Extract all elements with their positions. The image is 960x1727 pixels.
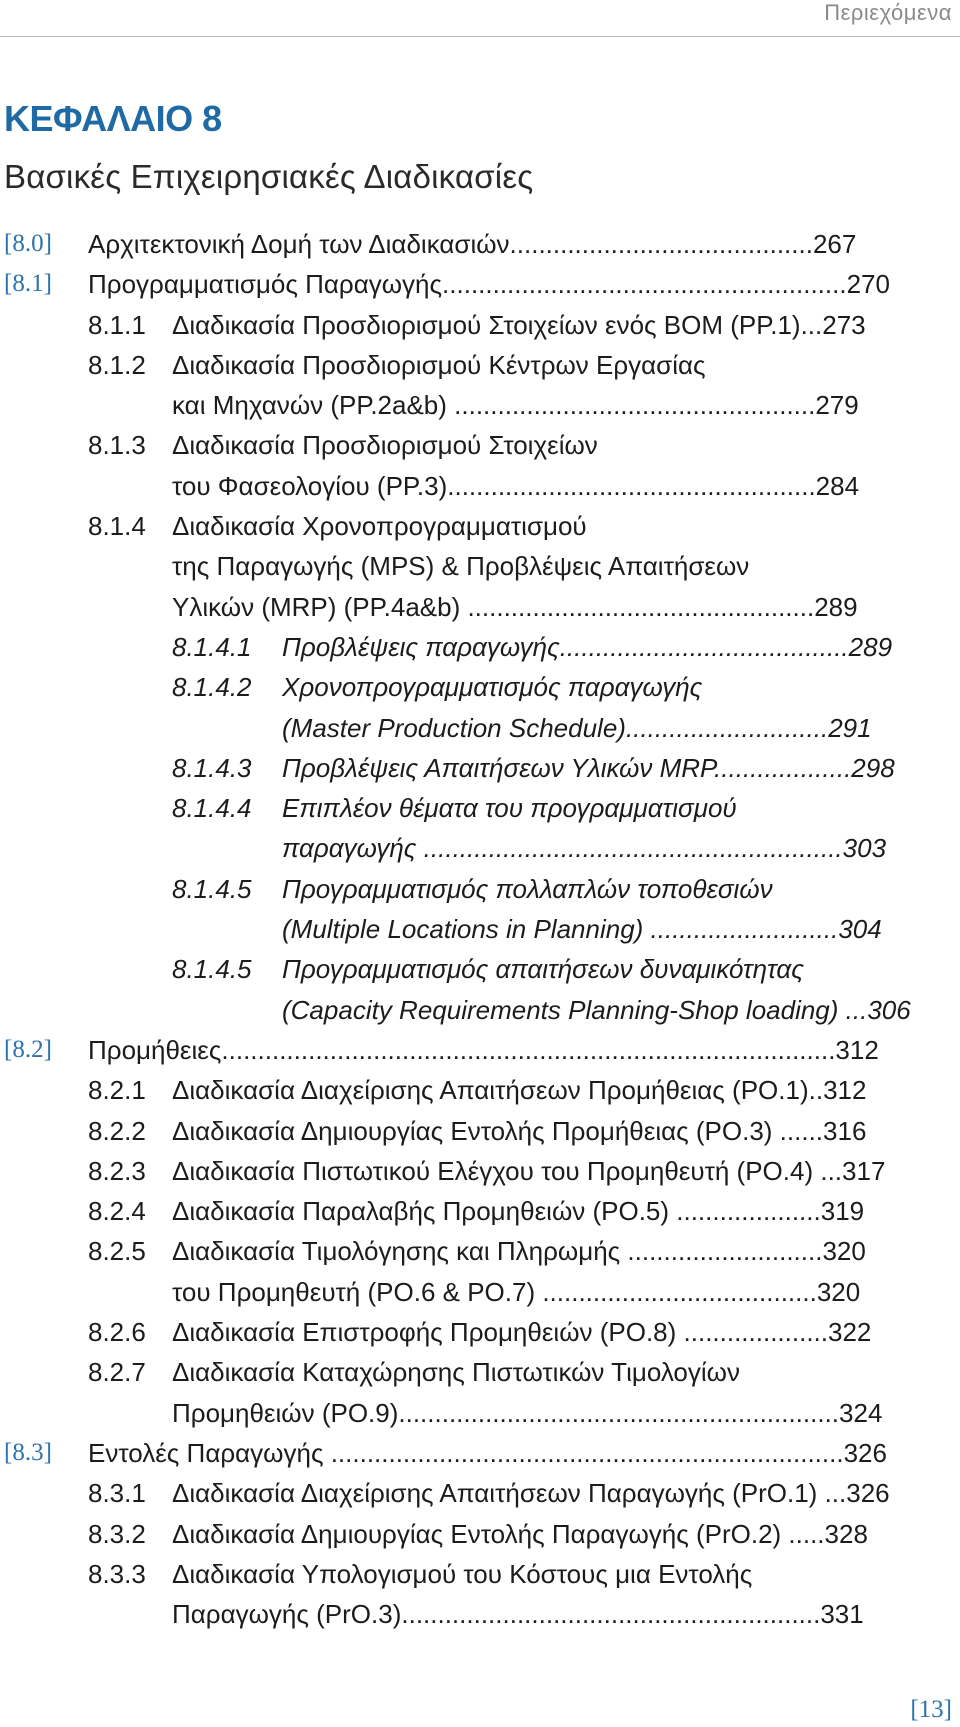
toc-entry[interactable] — [0, 587, 950, 627]
toc-entry-title: Διαδικασία Προσδιορισμού Στοιχείων ενός BOM (PP.1)...273 — [172, 309, 866, 340]
toc-entry-number: 8.2.7 — [88, 1357, 146, 1388]
table-of-contents — [0, 224, 950, 1634]
toc-entry-title: Διαδικασία Διαχείρισης Απαιτήσεων Προμήθειας (PO.1)..312 — [172, 1075, 867, 1106]
toc-entry[interactable] — [0, 1514, 950, 1554]
toc-entry-number: 8.2.1 — [88, 1075, 146, 1106]
toc-entry-title: Προγραμματισμός απαιτήσεων δυναμικότητας — [282, 954, 804, 985]
toc-entry[interactable] — [0, 1070, 950, 1110]
toc-entry[interactable] — [0, 224, 950, 264]
toc-entry-title: Προμηθειών (PO.9).............................................................324 — [172, 1397, 883, 1428]
toc-entry[interactable] — [0, 345, 950, 385]
toc-entry-number: 8.2.6 — [88, 1317, 146, 1348]
toc-entry-number: [8.1] — [4, 270, 52, 298]
running-header: Περιεχόμενα — [824, 0, 952, 25]
toc-entry[interactable] — [0, 949, 950, 989]
toc-entry[interactable] — [0, 425, 950, 465]
toc-entry-title: Υλικών (MRP) (PP.4a&b) ................................................289 — [172, 591, 858, 622]
toc-entry[interactable] — [0, 1554, 950, 1594]
toc-entry-number: 8.1.2 — [88, 349, 146, 380]
toc-entry[interactable] — [0, 546, 950, 586]
toc-entry-title: του Προμηθευτή (PO.6 & PO.7) ......................................320 — [172, 1276, 861, 1307]
toc-entry[interactable] — [0, 627, 950, 667]
toc-entry[interactable] — [0, 1272, 950, 1312]
toc-entry-title: Εντολές Παραγωγής .......................................................................326 — [88, 1437, 887, 1468]
toc-entry-title: (Master Production Schedule)............................291 — [282, 712, 872, 743]
toc-entry-title: Διαδικασία Υπολογισμού του Κόστους μια Εντολής — [172, 1558, 753, 1589]
toc-entry[interactable] — [0, 1030, 950, 1070]
header-rule — [0, 36, 960, 37]
toc-entry[interactable] — [0, 264, 950, 304]
toc-entry-title: Διαδικασία Δημιουργίας Εντολής Προμήθειας (PO.3) ......316 — [172, 1115, 867, 1146]
toc-entry[interactable] — [0, 1231, 950, 1271]
toc-entry[interactable] — [0, 788, 950, 828]
toc-entry-number: 8.1.4.4 — [172, 793, 252, 824]
toc-entry[interactable] — [0, 1473, 950, 1513]
toc-entry-title: (Capacity Requirements Planning-Shop loading) ...306 — [282, 994, 911, 1025]
toc-entry[interactable] — [0, 667, 950, 707]
toc-entry-number: 8.1.4.5 — [172, 873, 252, 904]
toc-entry-title: παραγωγής ..........................................................303 — [282, 833, 887, 864]
toc-entry-title: Διαδικασία Προσδιορισμού Στοιχείων — [172, 430, 598, 461]
toc-entry-title: Διαδικασία Καταχώρησης Πιστωτικών Τιμολογίων — [172, 1357, 740, 1388]
toc-entry-title: Διαδικασία Χρονοπρογραμματισμού — [172, 511, 587, 542]
toc-entry-number: 8.2.3 — [88, 1155, 146, 1186]
toc-entry-number: 8.1.3 — [88, 430, 146, 461]
toc-entry-title: Προβλέψεις Απαιτήσεων Υλικών MRP...................298 — [282, 752, 895, 783]
toc-entry[interactable] — [0, 385, 950, 425]
toc-entry-title: Διαδικασία Τιμολόγησης και Πληρωμής ...........................320 — [172, 1236, 866, 1267]
toc-entry-number: 8.2.5 — [88, 1236, 146, 1267]
toc-entry-title: Αρχιτεκτονική Δομή των Διαδικασιών..........................................267 — [88, 229, 857, 259]
toc-entry-title: Προγραμματισμός Παραγωγής........................................................270 — [88, 269, 890, 300]
toc-entry[interactable] — [0, 1393, 950, 1433]
toc-entry[interactable] — [0, 990, 950, 1030]
toc-entry[interactable] — [0, 1111, 950, 1151]
toc-entry[interactable] — [0, 1594, 950, 1634]
toc-entry[interactable] — [0, 909, 950, 949]
toc-entry[interactable] — [0, 1191, 950, 1231]
toc-entry-number: 8.3.1 — [88, 1478, 146, 1509]
toc-entry[interactable] — [0, 466, 950, 506]
toc-entry-number: 8.3.2 — [88, 1518, 146, 1549]
toc-entry-number: 8.1.4.1 — [172, 631, 252, 662]
toc-entry-number: [8.3] — [4, 1438, 52, 1466]
chapter-label: ΚΕΦΑΛΑΙΟ 8 — [4, 98, 222, 139]
toc-entry[interactable] — [0, 748, 950, 788]
toc-entry[interactable] — [0, 1433, 950, 1473]
toc-entry-title: Παραγωγής (PrO.3)..........................................................331 — [172, 1599, 864, 1630]
toc-entry[interactable] — [0, 305, 950, 345]
toc-entry-title: Διαδικασία Προσδιορισμού Κέντρων Εργασίας — [172, 349, 706, 380]
chapter-title: Βασικές Επιχειρησιακές Διαδικασίες — [4, 158, 534, 195]
toc-entry[interactable] — [0, 1352, 950, 1392]
toc-entry-title: Διαδικασία Παραλαβής Προμηθειών (PO.5) ....................319 — [172, 1196, 865, 1227]
toc-entry-title: Διαδικασία Δημιουργίας Εντολής Παραγωγής (PrO.2) .....328 — [172, 1518, 868, 1549]
toc-entry-title: (Multiple Locations in Planning) ..........................304 — [282, 914, 882, 945]
toc-entry-number: 8.1.4.5 — [172, 954, 252, 985]
toc-entry-number: 8.1.4.3 — [172, 752, 252, 783]
toc-entry-number: 8.2.4 — [88, 1196, 146, 1227]
toc-entry-number: [8.0] — [4, 230, 52, 257]
toc-entry-title: και Μηχανών (PP.2a&b) ..................................................279 — [172, 390, 859, 421]
toc-entry-number: 8.1.4.2 — [172, 672, 252, 703]
toc-entry[interactable] — [0, 828, 950, 868]
toc-entry[interactable] — [0, 1151, 950, 1191]
toc-entry-title: Προμήθειες.....................................................................................312 — [88, 1034, 879, 1065]
toc-entry-title: Προβλέψεις παραγωγής........................................289 — [282, 631, 893, 662]
toc-entry[interactable] — [0, 506, 950, 546]
toc-entry-number: 8.1.4 — [88, 511, 146, 542]
toc-entry-number: [8.2] — [4, 1035, 52, 1063]
toc-entry-number: 8.2.2 — [88, 1115, 146, 1146]
toc-entry-title: Επιπλέον θέματα του προγραμματισμού — [282, 793, 737, 824]
toc-entry-title: της Παραγωγής (MPS) & Προβλέψεις Απαιτήσεων — [172, 551, 750, 582]
toc-entry[interactable] — [0, 1312, 950, 1352]
toc-entry-number: 8.3.3 — [88, 1558, 146, 1589]
toc-entry-number: 8.1.1 — [88, 309, 146, 340]
toc-entry-title: Χρονοπρογραμματισμός παραγωγής — [282, 672, 703, 703]
toc-entry-title: Διαδικασία Επιστροφής Προμηθειών (PO.8) ....................322 — [172, 1317, 872, 1348]
toc-entry-title: Διαδικασία Διαχείρισης Απαιτήσεων Παραγωγής (PrO.1) ...326 — [172, 1478, 890, 1509]
toc-entry-title: του Φασεολογίου (PP.3)...................................................284 — [172, 470, 860, 501]
toc-entry[interactable] — [0, 708, 950, 748]
toc-entry-title: Προγραμματισμός πολλαπλών τοποθεσιών — [282, 873, 773, 904]
page-number: [13] — [910, 1696, 952, 1723]
toc-entry[interactable] — [0, 869, 950, 909]
toc-entry-title: Διαδικασία Πιστωτικού Ελέγχου του Προμηθευτή (PO.4) ...317 — [172, 1155, 886, 1186]
